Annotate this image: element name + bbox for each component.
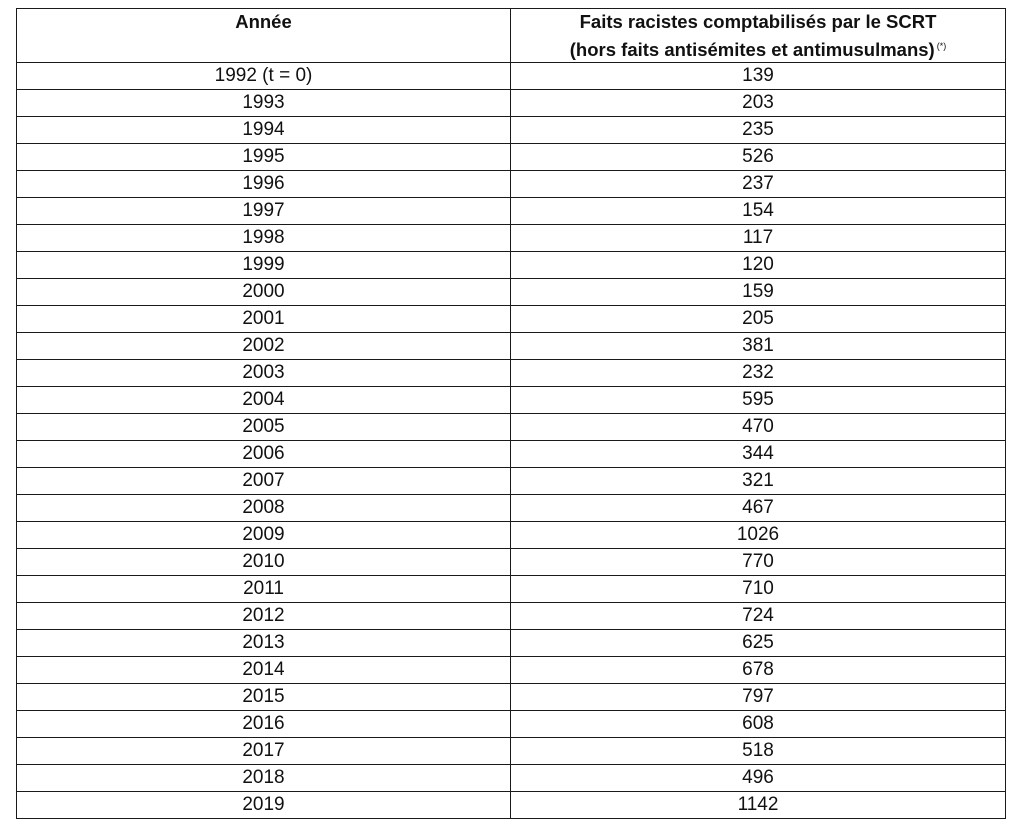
year-cell: 2014	[17, 657, 511, 684]
year-cell: 2009	[17, 522, 511, 549]
year-cell: 1992 (t = 0)	[17, 63, 511, 90]
value-cell: 608	[511, 711, 1006, 738]
table-row	[17, 711, 1006, 738]
table-row	[17, 468, 1006, 495]
racist-acts-table-container	[16, 8, 1006, 819]
table-header-row	[17, 9, 1006, 63]
table-row	[17, 306, 1006, 333]
table-row	[17, 279, 1006, 306]
value-cell: 235	[511, 117, 1006, 144]
year-cell: 2019	[17, 792, 511, 819]
year-cell: 2001	[17, 306, 511, 333]
table-row	[17, 495, 1006, 522]
value-cell: 321	[511, 468, 1006, 495]
value-cell: 710	[511, 576, 1006, 603]
table-row	[17, 171, 1006, 198]
year-cell: 2013	[17, 630, 511, 657]
year-cell: 2015	[17, 684, 511, 711]
table-row	[17, 333, 1006, 360]
header-footnote-marker: (*)	[936, 41, 947, 51]
year-cell: 2003	[17, 360, 511, 387]
year-cell: 2005	[17, 414, 511, 441]
year-cell: 2010	[17, 549, 511, 576]
table-row	[17, 252, 1006, 279]
table-row	[17, 549, 1006, 576]
header-racist-acts	[511, 9, 1006, 63]
year-cell: 1995	[17, 144, 511, 171]
value-cell: 496	[511, 765, 1006, 792]
table-row	[17, 576, 1006, 603]
table-row	[17, 387, 1006, 414]
value-cell: 1142	[511, 792, 1006, 819]
year-cell: 2012	[17, 603, 511, 630]
value-cell: 381	[511, 333, 1006, 360]
year-cell: 2018	[17, 765, 511, 792]
value-cell: 232	[511, 360, 1006, 387]
table-row	[17, 765, 1006, 792]
year-cell: 2006	[17, 441, 511, 468]
header-racist-acts-line2: (hors faits antisémites et antimusulmans)	[569, 39, 935, 60]
year-cell: 2011	[17, 576, 511, 603]
value-cell: 625	[511, 630, 1006, 657]
value-cell: 159	[511, 279, 1006, 306]
table-row	[17, 738, 1006, 765]
table-row	[17, 522, 1006, 549]
value-cell: 1026	[511, 522, 1006, 549]
year-cell: 2017	[17, 738, 511, 765]
year-cell: 2007	[17, 468, 511, 495]
table-row	[17, 441, 1006, 468]
table-row	[17, 225, 1006, 252]
year-cell: 1998	[17, 225, 511, 252]
table-row	[17, 117, 1006, 144]
value-cell: 467	[511, 495, 1006, 522]
year-cell: 2008	[17, 495, 511, 522]
table-row	[17, 684, 1006, 711]
value-cell: 595	[511, 387, 1006, 414]
table-row	[17, 630, 1006, 657]
value-cell: 724	[511, 603, 1006, 630]
header-racist-acts-line1: Faits racistes comptabilisés par le SCRT	[579, 11, 937, 32]
value-cell: 797	[511, 684, 1006, 711]
value-cell: 518	[511, 738, 1006, 765]
table-row	[17, 144, 1006, 171]
value-cell: 120	[511, 252, 1006, 279]
value-cell: 203	[511, 90, 1006, 117]
table-row	[17, 792, 1006, 819]
header-year: Année	[17, 9, 511, 63]
table-row	[17, 90, 1006, 117]
value-cell: 344	[511, 441, 1006, 468]
value-cell: 139	[511, 63, 1006, 90]
year-cell: 1996	[17, 171, 511, 198]
table-row	[17, 360, 1006, 387]
value-cell: 154	[511, 198, 1006, 225]
value-cell: 678	[511, 657, 1006, 684]
table-row	[17, 603, 1006, 630]
year-cell: 1993	[17, 90, 511, 117]
year-cell: 2004	[17, 387, 511, 414]
table-row	[17, 63, 1006, 90]
value-cell: 237	[511, 171, 1006, 198]
value-cell: 526	[511, 144, 1006, 171]
year-cell: 2000	[17, 279, 511, 306]
value-cell: 205	[511, 306, 1006, 333]
year-cell: 1994	[17, 117, 511, 144]
table-row	[17, 198, 1006, 225]
year-cell: 1997	[17, 198, 511, 225]
year-cell: 1999	[17, 252, 511, 279]
year-cell: 2016	[17, 711, 511, 738]
value-cell: 117	[511, 225, 1006, 252]
value-cell: 470	[511, 414, 1006, 441]
table-row	[17, 414, 1006, 441]
table-row	[17, 657, 1006, 684]
racist-acts-table	[16, 8, 1006, 819]
value-cell: 770	[511, 549, 1006, 576]
table-body	[17, 63, 1006, 819]
year-cell: 2002	[17, 333, 511, 360]
header-racist-acts-line2-wrap	[511, 34, 1005, 62]
